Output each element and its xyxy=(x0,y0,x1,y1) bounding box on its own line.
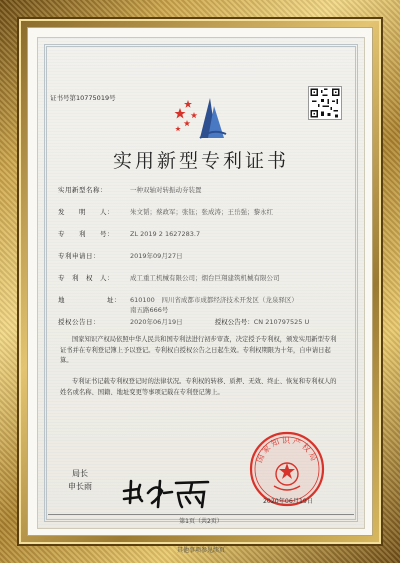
certificate-number: 证书号第10775019号 xyxy=(50,94,116,102)
grant-date-value: 2020年06月19日 xyxy=(130,318,183,326)
field-value: 一种双轴对转振动夯装置 xyxy=(130,186,202,194)
grant-number-label: 授权公告号： xyxy=(214,318,254,326)
field-label: 专利申请日： xyxy=(58,252,100,260)
field-value: 成工重工机械有限公司；烟台巨翔建筑机械有限公司 xyxy=(130,274,280,282)
certificate-title: 实用新型专利证书 xyxy=(112,150,289,172)
director-name: 申长雨 xyxy=(68,482,92,491)
field-address xyxy=(58,295,298,304)
field-label: 专 利 权 人： xyxy=(58,274,114,282)
field-label: 授权公告日： xyxy=(58,318,100,326)
field-value: ZL 2019 2 1627283.7 xyxy=(130,230,201,238)
legal-paragraph-1: 国家知识产权局依照中华人民共和国专利法进行初步审查，决定授予专利权，颁发实用新型专利证书并在专利登记簿上予以登记。专利权自授权公告之日起生效。专利权期限为十年，自申请日起算。 xyxy=(60,336,337,364)
field-utility-model-name xyxy=(58,185,202,194)
field-patentee xyxy=(58,273,280,282)
director-title: 局长 xyxy=(72,469,88,478)
footer-divider xyxy=(48,514,354,515)
field-application-date xyxy=(58,251,183,260)
certificate-paper xyxy=(37,37,365,554)
continuation-note: 其他事项参见续页 xyxy=(176,547,225,554)
field-grant-date xyxy=(58,317,309,326)
seal-date: 2020年06月19日 xyxy=(262,498,314,505)
qr-code-icon xyxy=(308,86,342,120)
field-label: 实用新型名称： xyxy=(58,186,107,194)
field-label: 发 明 人： xyxy=(58,208,114,216)
seal-text: 国家知识产权局 xyxy=(254,436,320,465)
legal-paragraph-2: 专利证书记载专利权登记时的法律状况。专利权的转移、质押、无效、终止、恢复和专利权人的姓名或名称、国籍、地址变更等事项记载在专利登记簿上。 xyxy=(60,378,337,396)
address-line-2: 南五路666号 xyxy=(130,306,169,314)
page-number: 第1页（共2页） xyxy=(179,518,223,525)
director-signature-icon xyxy=(118,473,218,513)
field-patent-number xyxy=(58,229,200,238)
field-label: 地 址： xyxy=(58,296,121,304)
field-label: 专 利 号： xyxy=(58,230,114,238)
grant-number-value: CN 210797525 U xyxy=(253,318,310,326)
field-inventors xyxy=(58,207,273,216)
patent-office-emblem-icon xyxy=(170,94,232,144)
address-line-1: 610100 四川省成都市成都经济技术开发区（龙泉驿区） xyxy=(130,296,298,304)
field-value: 2019年09月27日 xyxy=(130,252,183,260)
field-value: 朱文韬；蔡政军；张钰；张成涛；王岳强；黎永红 xyxy=(130,208,273,216)
